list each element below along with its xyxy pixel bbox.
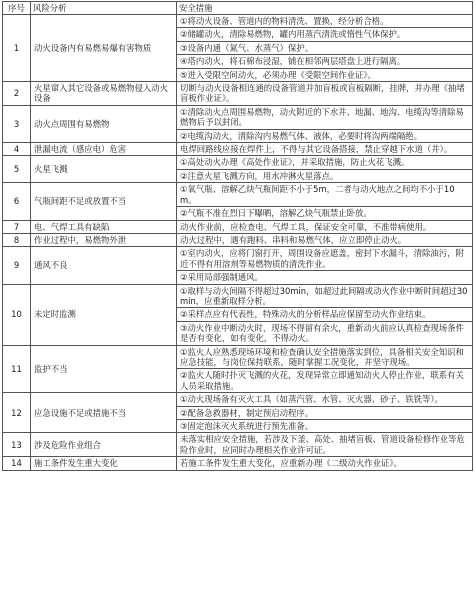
- risk-cell: 电、气焊工具有缺陷: [31, 220, 177, 233]
- row-number: 9: [3, 247, 31, 284]
- risk-cell: 火星飞溅: [31, 156, 177, 183]
- measure-item: 切断与动火设备相连通的设备管道并加盲板或盲板隔断，挂牌，并办理《抽堵盲板作业证》。: [180, 83, 465, 104]
- measures-cell: [177, 105, 473, 142]
- row-number: 11: [3, 345, 31, 393]
- measure-item: ①动火现场备有灭火工具（如蒸汽管、水管、灭火器、砂子、铁铣等）。: [177, 393, 472, 406]
- measures-cell: [177, 82, 473, 106]
- risk-cell: 动火点周围有易燃物: [31, 105, 177, 142]
- measures-cell: [177, 247, 473, 284]
- measures-cell: [177, 393, 473, 433]
- measure-item: ②配备急救器材，制定预启动程序。: [177, 407, 472, 420]
- header-measures: 安全措施: [177, 2, 473, 15]
- row-number: 12: [3, 393, 31, 433]
- risk-cell: 作业过程中，易燃物外泄: [31, 233, 177, 246]
- row-number: 8: [3, 233, 31, 246]
- measure-item: ②注意火星飞溅方向，用水冲淋火星落点。: [180, 170, 339, 181]
- risk-cell: 泄漏电流（感应电）危害: [31, 143, 177, 156]
- measure-item: ①监火人应熟悉现场环境和检查确认安全措施落实到位，具备相关安全知识和应急技能，与岗位保持联系，随时掌握工况变化，并坚守现场。: [177, 346, 472, 370]
- table-row: [3, 233, 473, 246]
- risk-cell: 未定时监测: [31, 284, 177, 345]
- measure-item: ①取样与动火间隔不得超过30min，如超过此间隔或动火作业中断时间超过30min，应重新取样分析。: [177, 285, 472, 309]
- row-number: 7: [3, 220, 31, 233]
- row-number: 5: [3, 156, 31, 183]
- measures-cell: [177, 143, 473, 156]
- row-number: 13: [3, 433, 31, 457]
- row-number: 3: [3, 105, 31, 142]
- measure-item: ①室内动火，应将门窗打开，周围设备应遮盖，密封下水漏斗，清除油污，附近不得有用溶剂等易燃物质的清洗作业。: [177, 247, 472, 271]
- measure-item: ②采样点应有代表性，特殊动火的分析样品应保留至动火作业结束。: [177, 308, 472, 321]
- measure-item: 若施工条件发生重大变化，应重新办理《二级动火作业证》。: [180, 458, 402, 469]
- table-row: [3, 284, 473, 345]
- table-row: [3, 345, 473, 393]
- risk-cell: 动火设备内有易燃易爆有害物质: [31, 15, 177, 82]
- table-row: [3, 247, 473, 284]
- measures-cell: [177, 183, 473, 220]
- measure-item: ②电缆沟动火，清除沟内易燃气体、液体，必要时将沟两端隔绝。: [180, 130, 423, 141]
- measures-cell: [177, 433, 473, 457]
- table-row: [3, 393, 473, 433]
- measure-item: ①氧气瓶、溶解乙炔气瓶间距不小于5m，二者与动火地点之间均不小于10m。: [177, 183, 472, 207]
- measure-item: ①清除动火点周围易燃物，动火附近的下水井、地漏、地沟、电缆沟等清除易燃物后予以封闭。: [177, 106, 472, 130]
- measures-cell: [177, 345, 473, 393]
- measure-item: 未落实相应安全措施，若涉及下釜、高处、抽堵盲板、管道设备检修作业等危险作业时，应同时办理相关作业许可证。: [180, 434, 465, 455]
- measure-item: ③设备内通（氮气、水蒸气）保护。: [177, 42, 472, 55]
- measure-item: 动火作业前，应检查电、气焊工具，保证安全可靠，不准带病使用。: [180, 221, 432, 232]
- row-number: 4: [3, 143, 31, 156]
- risk-cell: 施工条件发生重大变化: [31, 457, 177, 470]
- measure-item: ②储罐动火，清除易燃物，罐内用蒸汽清洗或惰性气体保护。: [177, 28, 472, 41]
- measures-cell: [177, 284, 473, 345]
- row-number: 2: [3, 82, 31, 106]
- risk-cell: 涉及危险作业组合: [31, 433, 177, 457]
- table-row: [3, 156, 473, 183]
- measures-cell: [177, 15, 473, 82]
- table-row: [3, 143, 473, 156]
- row-number: 1: [3, 15, 31, 82]
- risk-cell: 监护不当: [31, 345, 177, 393]
- measures-cell: [177, 233, 473, 246]
- table-row: [3, 15, 473, 82]
- row-number: 6: [3, 183, 31, 220]
- measure-item: ④塔内动火，将石棉布浸湿，铺在相邻两层塔盘上进行隔离。: [177, 55, 472, 68]
- measure-item: 电焊回路线应接在焊件上，不得与其它设备搭接，禁止穿越下水道（井）。: [180, 144, 453, 155]
- header-risk: 风险分析: [31, 2, 177, 15]
- table-row: [3, 82, 473, 106]
- row-number: 10: [3, 284, 31, 345]
- measure-item: ③动火作业中断动火时，现场不得留有余火，重新动火前应认真检查现场条件是否有变化，如有变化，不得动火。: [180, 322, 464, 344]
- risk-cell: 气瓶间距不足或放置不当: [31, 183, 177, 220]
- measures-cell: [177, 156, 473, 183]
- measure-item: ②采用局部强制通风。: [180, 272, 263, 283]
- measures-cell: [177, 457, 473, 470]
- risk-analysis-table: [2, 1, 473, 471]
- measure-item: ①高处动火办理《高处作业证》，并采取措施，防止火花飞溅。: [177, 156, 472, 169]
- table-row: [3, 433, 473, 457]
- measure-item: 动火过程中，遇有跑料、串料和易燃气体，应立即停止动火。: [180, 234, 407, 245]
- table-row: [3, 457, 473, 470]
- risk-cell: 通风不良: [31, 247, 177, 284]
- measure-item: ③固定泡沫灭火系统进行预先准备。: [180, 421, 314, 431]
- row-number: 14: [3, 457, 31, 470]
- table-body: [3, 2, 473, 471]
- measure-item: ⑤进入受限空间动火，必须办理《受限空间作业证》。: [180, 69, 376, 80]
- risk-cell: 火星窜入其它设备或易燃物侵入动火设备: [31, 82, 177, 106]
- measure-item: ①将动火设备、管道内的物料清洗、置换，经分析合格。: [177, 15, 472, 28]
- risk-cell: 应急设施不足或措施不当: [31, 393, 177, 433]
- table-row: [3, 220, 473, 233]
- measure-item: ②监火人随时扑灭飞溅的火花，发现异常立即通知动火人停止作业，联系有关人员采取措施。: [180, 370, 464, 391]
- measures-cell: [177, 220, 473, 233]
- table-row: [3, 183, 473, 220]
- header-row: [3, 2, 473, 15]
- table-row: [3, 105, 473, 142]
- header-no: 序号: [3, 2, 31, 15]
- measure-item: ②气瓶不准在烈日下曝晒，溶解乙炔气瓶禁止卧放。: [180, 208, 372, 219]
